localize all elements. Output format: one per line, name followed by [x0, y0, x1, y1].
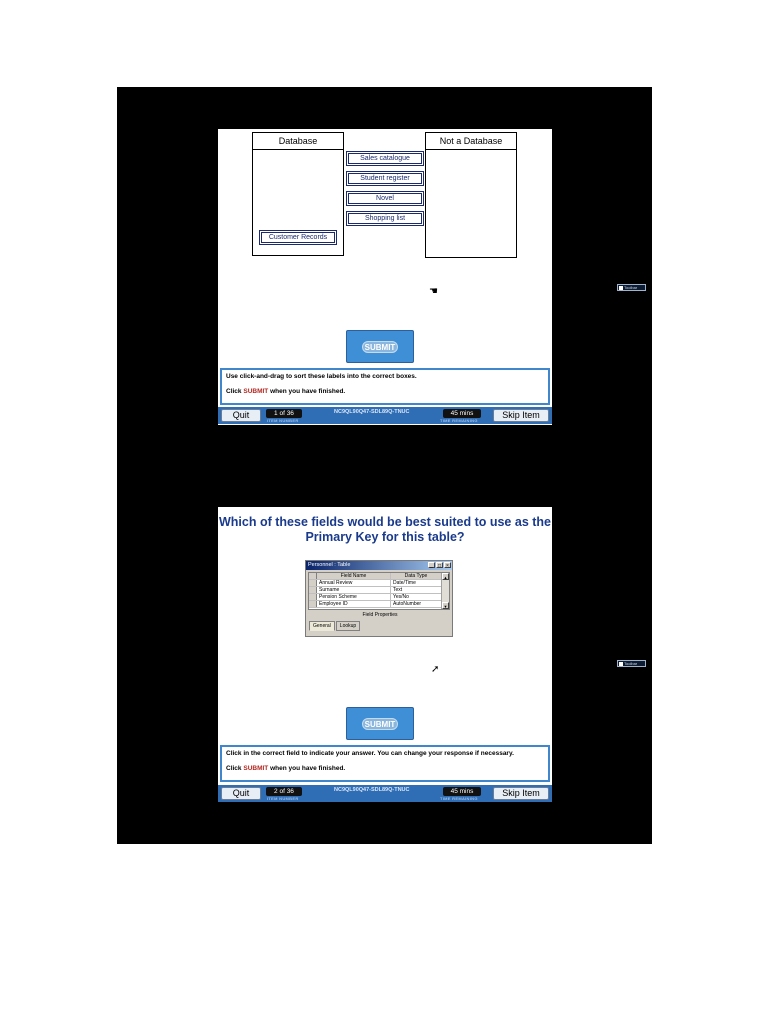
- table-row[interactable]: [309, 587, 449, 594]
- toolbar-toggle[interactable]: [617, 660, 646, 667]
- hand-cursor-icon: ☚: [429, 286, 438, 297]
- hint-prefix: Click: [226, 765, 242, 772]
- hint-suffix: when you have finished.: [270, 388, 346, 395]
- test-screen-primary-key: [218, 507, 552, 802]
- item-code: NC9QL90Q47-SDL89Q-TNUC: [334, 787, 410, 793]
- tab-general[interactable]: General: [309, 621, 335, 631]
- item-counter: 1 of 36: [266, 409, 302, 418]
- test-screen-sort: [218, 129, 552, 425]
- window-title-bar: [306, 561, 452, 570]
- close-icon[interactable]: ×: [444, 562, 451, 568]
- tab-lookup[interactable]: Lookup: [336, 621, 360, 631]
- field-name-cell[interactable]: Annual Review: [317, 580, 391, 586]
- database-box-title: Database: [253, 133, 343, 150]
- maximize-icon[interactable]: □: [437, 563, 442, 569]
- submit-button[interactable]: [346, 707, 414, 740]
- time-remaining: 45 mins: [443, 409, 481, 418]
- quit-button[interactable]: Quit: [221, 787, 261, 800]
- hint-suffix: when you have finished.: [270, 765, 346, 772]
- instruction-text: Click in the correct field to indicate your answer. You can change your response if necessary.: [226, 750, 514, 757]
- table-row[interactable]: [309, 594, 449, 601]
- hint-submit-word: SUBMIT: [243, 765, 269, 772]
- instruction-text: Use click-and-drag to sort these labels into the correct boxes.: [226, 373, 417, 380]
- item-number-caption: ITEM NUMBER: [267, 796, 299, 801]
- field-name-cell[interactable]: Employee ID: [317, 601, 391, 607]
- instruction-panel: [220, 368, 550, 405]
- access-table-window: [305, 560, 453, 637]
- grid-header: [309, 573, 449, 580]
- instruction-panel: [220, 745, 550, 782]
- table-row[interactable]: [309, 601, 449, 608]
- scroll-down-icon[interactable]: ▼: [443, 604, 448, 609]
- field-name-cell[interactable]: Surname: [317, 587, 391, 593]
- hint-submit-word: SUBMIT: [243, 388, 269, 395]
- hint-prefix: Click: [226, 388, 242, 395]
- data-type-cell[interactable]: Date/Time: [393, 580, 416, 586]
- data-type-cell[interactable]: AutoNumber: [393, 601, 422, 607]
- item-number-caption: ITEM NUMBER: [267, 418, 299, 423]
- label-novel[interactable]: Novel: [346, 191, 424, 206]
- item-counter: 2 of 36: [266, 787, 302, 796]
- scroll-up-icon[interactable]: ▲: [443, 575, 448, 580]
- time-remaining-caption: TIME REMAINING: [440, 796, 478, 801]
- label-student-register[interactable]: Student register: [346, 171, 424, 186]
- submit-button-label: SUBMIT: [362, 341, 398, 353]
- data-type-cell[interactable]: Yes/No: [393, 594, 409, 600]
- question-text: Which of these fields would be best suited to use as the Primary Key for this table?: [219, 515, 551, 544]
- submit-button-label: SUBMIT: [362, 718, 398, 730]
- minimize-icon[interactable]: _: [428, 562, 435, 568]
- column-field-name: Field Name: [317, 573, 391, 579]
- arrow-cursor-icon: ➚: [431, 664, 440, 675]
- toolbar-label: Toolbar: [624, 661, 638, 666]
- submit-button[interactable]: [346, 330, 414, 363]
- data-type-cell[interactable]: Text: [393, 587, 403, 593]
- time-remaining-caption: TIME REMAINING: [440, 418, 478, 423]
- grid-scrollbar[interactable]: [441, 573, 449, 609]
- label-shopping-list[interactable]: Shopping list: [346, 211, 424, 226]
- quit-button[interactable]: Quit: [221, 409, 261, 422]
- field-properties-label: Field Properties: [362, 612, 398, 618]
- toolbar-toggle[interactable]: [617, 284, 646, 291]
- bottom-navigation-bar: [218, 407, 552, 424]
- toolbar-label: Toolbar: [624, 285, 638, 290]
- column-data-type: Data Type: [404, 573, 428, 579]
- label-customer-records[interactable]: Customer Records: [259, 230, 337, 245]
- time-remaining: 45 mins: [443, 787, 481, 796]
- not-a-database-drop-box[interactable]: [425, 132, 517, 258]
- label-sales-catalogue[interactable]: Sales catalogue: [346, 151, 424, 166]
- field-name-cell[interactable]: Pension Scheme: [317, 594, 391, 600]
- skip-item-button[interactable]: Skip Item: [493, 409, 549, 422]
- window-title: Personnel : Table: [308, 562, 351, 568]
- field-grid: [308, 572, 450, 610]
- skip-item-button[interactable]: Skip Item: [493, 787, 549, 800]
- instruction-submit-hint: [226, 388, 544, 395]
- table-row[interactable]: [309, 580, 449, 587]
- not-database-box-title: Not a Database: [426, 133, 516, 150]
- properties-tabs: [309, 621, 361, 631]
- bottom-navigation-bar: [218, 785, 552, 802]
- instruction-submit-hint: [226, 765, 544, 772]
- toolbar-icon: [619, 286, 623, 290]
- toolbar-icon: [619, 662, 623, 666]
- item-code: NC9QL90Q47-SDL89Q-TNUC: [334, 409, 410, 415]
